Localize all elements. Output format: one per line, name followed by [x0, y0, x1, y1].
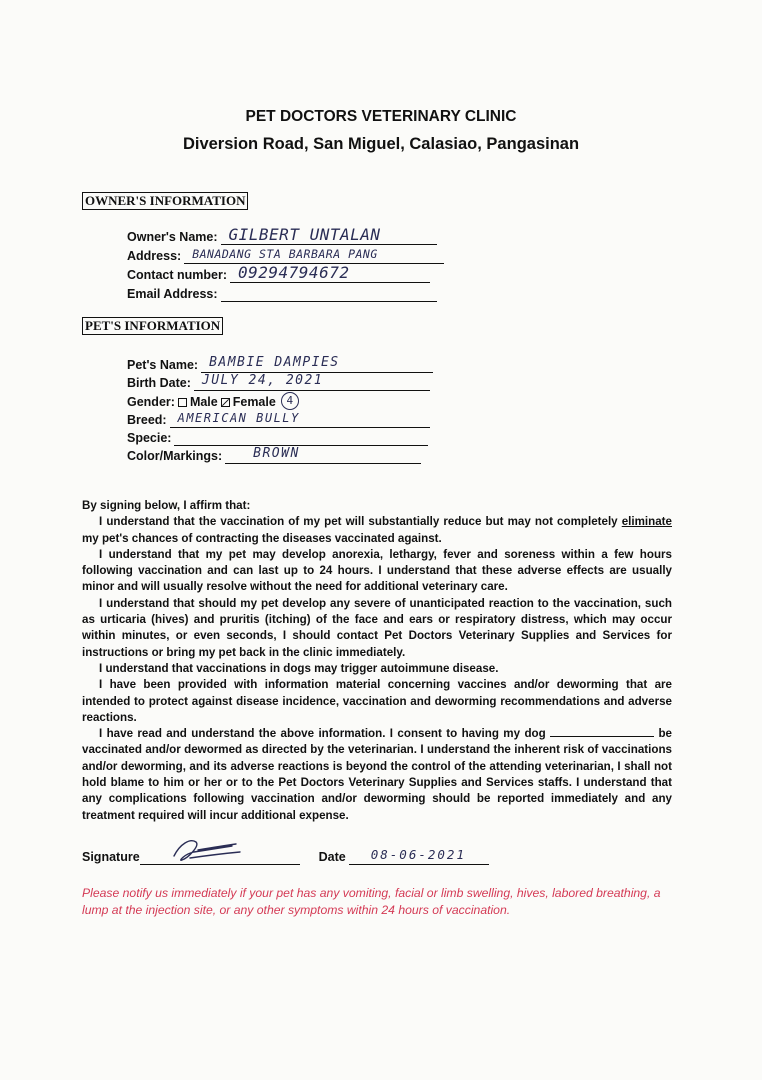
gender-count-note: 4 — [281, 392, 299, 410]
checkbox-empty-icon[interactable] — [178, 398, 187, 407]
owner-name-field — [127, 225, 437, 245]
color-label: Color/Markings: — [127, 449, 223, 463]
contact-number-label: Contact number: — [127, 268, 227, 282]
contact-number-field — [127, 263, 430, 283]
gender-male-label: Male — [189, 395, 218, 409]
dog-name-blank[interactable] — [550, 726, 654, 737]
gender-female-label: Female — [232, 395, 276, 409]
gender-label: Gender: — [127, 395, 175, 409]
pet-section-heading: PET'S INFORMATION — [82, 317, 223, 335]
signature-label: Signature — [82, 850, 140, 864]
owner-address-field — [127, 247, 444, 264]
breed-field — [127, 411, 430, 428]
clinic-name: PET DOCTORS VETERINARY CLINIC — [245, 108, 517, 125]
birth-date-value: JULY 24, 2021 — [201, 373, 324, 388]
color-field — [127, 447, 421, 464]
date-label: Date — [318, 850, 346, 864]
pet-name-field — [127, 356, 433, 373]
consent-intro: By signing below, I affirm that: — [82, 499, 251, 512]
consent-paragraph-1: I understand that the vaccination of my pet will substantially reduce but may not completely eliminate my pet's chances of contracting the diseases vaccinated against. — [82, 515, 672, 545]
clinic-address: Diversion Road, San Miguel, Calasiao, Pangasinan — [182, 135, 580, 153]
consent-paragraph-5: I have been provided with information material concerning vaccines and/or deworming that are intended to protect against disease incidence, vaccination and deworming recommendations and adverse reactions. — [82, 678, 672, 724]
consent-paragraph-4: I understand that vaccinations in dogs may trigger autoimmune disease. — [99, 661, 499, 675]
owner-name-label: Owner's Name: — [127, 230, 218, 244]
signature-row — [82, 848, 489, 865]
owner-section-heading: OWNER'S INFORMATION — [82, 192, 248, 210]
email-label: Email Address: — [127, 287, 218, 301]
specie-field — [127, 429, 428, 446]
color-value: BROWN — [253, 446, 300, 461]
owner-name-value: GILBERT UNTALAN — [228, 225, 381, 244]
handwritten-signature — [170, 834, 250, 868]
breed-value: AMERICAN BULLY — [177, 411, 300, 425]
specie-label: Specie: — [127, 431, 172, 445]
date-line[interactable] — [349, 848, 489, 865]
signature-line[interactable] — [140, 848, 300, 865]
pet-name-value: BAMBIE DAMPIES — [209, 355, 340, 370]
birth-date-label: Birth Date: — [127, 376, 191, 390]
owner-address-value: BANADANG STA BARBARA PANG — [192, 247, 378, 261]
contact-number-value: 09294794672 — [238, 263, 350, 282]
consent-text — [82, 498, 672, 824]
checkbox-checked-icon[interactable] — [221, 398, 230, 407]
birth-date-field — [127, 374, 430, 391]
owner-address-label: Address: — [127, 249, 182, 263]
breed-label: Breed: — [127, 413, 167, 427]
pet-name-label: Pet's Name: — [127, 358, 199, 372]
gender-field — [127, 392, 299, 410]
consent-paragraph-6: I have read and understand the above information. I consent to having my dog be vaccinated and/or dewormed as directed by the veterinarian. I understand the inherent risk of vaccinations and/or deworming, and its adverse reactions is beyond the control of the attending veterinarian, I shall not hold blame to him or her or to the Pet Doctors Veterinary Supplies and Services staffs. I understand that any complications following vaccination and/or deworming should be reported immediately and any treatment required will incur additional expense. — [82, 727, 672, 822]
date-value: 08-06-2021 — [370, 847, 466, 862]
consent-paragraph-2: I understand that my pet may develop anorexia, lethargy, fever and soreness within a few hours following vaccination and can last up to 24 hours. I understand that these adverse effects are usually minor and will usually resolve without the need for additional veterinary care. — [82, 547, 672, 594]
symptom-notice: Please notify us immediately if your pet has any vomiting, facial or limb swelling, hives, labored breathing, a lump at the injection site, or any other symptoms within 24 hours of vaccination. — [82, 886, 661, 917]
email-field — [127, 285, 437, 302]
consent-paragraph-3: I understand that should my pet develop any severe of unanticipated reaction to the vaccination, such as urticaria (hives) and pruritis (itching) of the face and ears or respiratory distress, which may occur within minutes, or even seconds, I should contact Pet Doctors Veterinary Supplies and Services for instructions or bring my pet back in the clinic immediately. — [82, 596, 672, 659]
